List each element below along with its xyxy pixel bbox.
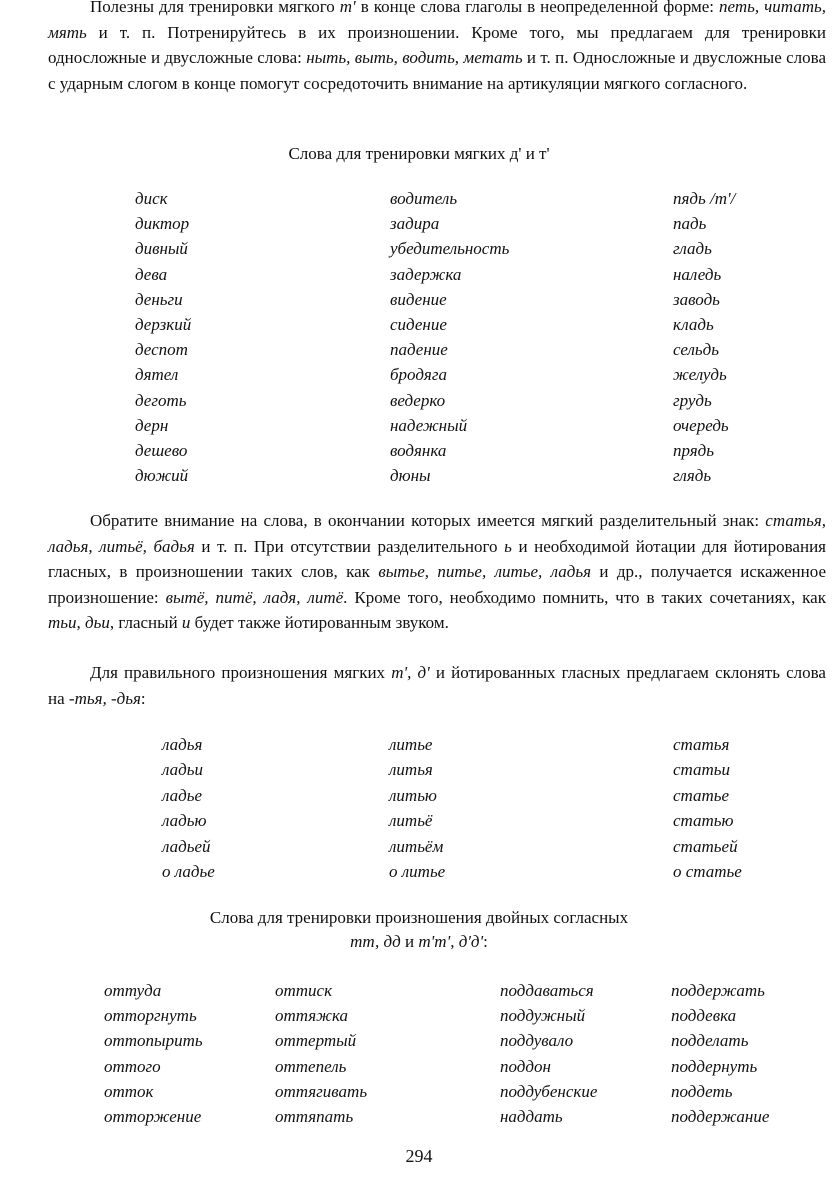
word-list-item: деньги	[135, 289, 183, 309]
paragraph-text: Для правильного произношения мягких	[90, 663, 392, 682]
word-list-item: ладью	[162, 811, 207, 831]
italic-example-text: статья, ладья, литьё, бадья	[48, 511, 826, 556]
word-list-item: статье	[673, 785, 730, 805]
word-list-item: оттягивать	[275, 1081, 368, 1101]
word-list-2-column-2	[389, 732, 445, 884]
paragraph-text: и т. п. При отсутствии разделительного	[194, 536, 505, 556]
word-list-item: наддать	[500, 1106, 563, 1126]
word-list-item: дюны	[390, 466, 431, 486]
paragraph-declension	[48, 660, 826, 711]
paragraph-text: Полезны для тренировки мягкого	[90, 0, 340, 16]
paragraph-text: в конце слова глаголы в неопределенной форме:	[355, 0, 720, 16]
word-list-2-column-3	[673, 732, 742, 884]
word-list-item: ладья	[162, 735, 203, 754]
paragraph-text: и т. п. Потренируйтесь в их произношении. Кроме того, мы предлагаем для тренировки односложные и двусложные слова:	[48, 22, 826, 67]
word-list-item: дюжий	[135, 466, 189, 486]
word-list-3-column-3	[500, 978, 597, 1129]
word-list-item: поддувало	[500, 1031, 574, 1051]
word-list-item: поддержать	[671, 981, 765, 1000]
word-list-item: диск	[135, 189, 168, 208]
word-list-1-column-2	[390, 186, 509, 488]
word-list-item: оттяпать	[275, 1106, 354, 1126]
word-list-item: отторгнуть	[104, 1006, 197, 1026]
word-list-item: ведерко	[390, 390, 446, 410]
word-list-item: о статье	[673, 861, 742, 881]
word-list-item: сельдь	[673, 340, 719, 360]
word-list-item: о ладье	[162, 861, 215, 881]
heading-colon: :	[483, 932, 488, 951]
word-list-item: бродяга	[390, 365, 447, 385]
word-list-item: литью	[389, 785, 437, 805]
page-number: 294	[405, 1146, 433, 1166]
word-list-item: поддеть	[671, 1081, 733, 1101]
word-list-item: оттепель	[275, 1056, 347, 1076]
word-list-3-column-2	[275, 978, 367, 1129]
heading-consonants-hard: тт, дд	[350, 932, 401, 951]
paragraph-text: . Кроме того, необходимо помнить, что в таких сочетаниях, как	[343, 587, 826, 607]
word-list-item: дерн	[135, 415, 169, 435]
word-list-item: о литье	[389, 861, 446, 881]
word-list-item: сидение	[390, 314, 447, 334]
paragraph-text: и т. п. Односложные и двусложные слова с ударным слогом в конце помогут сосредоточить внимание на артикуляции мягкого согласного.	[48, 48, 826, 93]
word-list-item: водитель	[390, 189, 458, 208]
italic-example-text: ь	[504, 536, 512, 556]
word-list-item: ладьи	[162, 760, 203, 780]
paragraph-text: и йотированных гласных предлагаем склонять слова на	[48, 663, 826, 708]
word-list-item: дерзкий	[135, 314, 192, 334]
section-heading-double-consonants	[0, 906, 838, 954]
word-list-item: поддубенские	[500, 1081, 598, 1101]
word-list-item: надежный	[390, 415, 468, 435]
paragraph-text: , гласный	[109, 613, 182, 632]
word-list-item: прядь	[673, 440, 715, 460]
heading-conjunction: и	[400, 932, 419, 951]
section-heading-soft-d-t	[0, 142, 838, 166]
word-list-item: заводь	[673, 289, 720, 309]
word-list-item: видение	[390, 289, 447, 309]
italic-example-text: вытье, питье, литье, ладья	[378, 562, 592, 581]
word-list-item: поддернуть	[671, 1056, 758, 1076]
italic-example-text: вытё, питё, ладя, литё	[165, 587, 344, 607]
word-list-item: деготь	[135, 390, 187, 410]
word-list-item: подделать	[671, 1031, 749, 1051]
word-list-item: диктор	[135, 214, 190, 234]
word-list-item: дева	[135, 264, 168, 284]
word-list-3-column-1	[104, 978, 203, 1129]
italic-example-text: т', д'	[391, 663, 430, 682]
word-list-item: статьи	[673, 760, 731, 780]
word-list-item: пядь /т'/	[673, 189, 736, 208]
word-list-item: оттопырить	[104, 1031, 203, 1051]
paragraph-text: и необходимой йотации для йотирования гласных, в произношении таких слов, как	[48, 536, 826, 581]
section-heading-text: Слова для тренировки мягких д' и т'	[288, 144, 550, 163]
word-list-item: статья	[673, 735, 730, 754]
word-list-1-column-3	[673, 186, 735, 488]
word-list-item: отток	[104, 1081, 154, 1101]
word-list-item: задержка	[390, 264, 462, 284]
word-list-item: дивный	[135, 239, 188, 259]
italic-example-text: тьи, дьи	[48, 613, 110, 632]
heading-consonants-soft: т'т', д'д'	[418, 932, 484, 951]
word-list-item: глядь	[673, 466, 712, 486]
italic-example-text: -тья, -дья	[68, 688, 141, 708]
word-list-item: ладьей	[162, 836, 211, 856]
italic-example-text: т'	[339, 0, 356, 16]
word-list-item: поддевка	[671, 1006, 737, 1026]
word-list-item: оттертый	[275, 1031, 357, 1051]
word-list-item: падение	[390, 340, 448, 360]
word-list-item: дятел	[135, 365, 179, 385]
word-list-item: грудь	[673, 390, 712, 410]
word-list-item: литья	[389, 760, 433, 780]
word-list-item: оттяжка	[275, 1006, 349, 1026]
word-list-item: деспот	[135, 340, 188, 360]
italic-example-text: и	[181, 613, 191, 632]
word-list-2-column-1	[162, 732, 215, 884]
word-list-item: наледь	[673, 264, 722, 284]
paragraph-text: Обратите внимание на слова, в окончании которых имеется мягкий разделительный знак:	[90, 511, 766, 530]
word-list-item: статью	[673, 811, 734, 831]
paragraph-text: будет также йотированным звуком.	[190, 613, 449, 632]
word-list-item: гладь	[673, 239, 712, 259]
intro-paragraph	[48, 0, 826, 96]
word-list-item: дешево	[135, 440, 188, 460]
word-list-item: литьё	[389, 811, 433, 831]
italic-example-text: петь, читать, мять	[48, 0, 826, 42]
paragraph-text: и др., получается искаженное произношение:	[48, 562, 826, 607]
word-list-1-column-1	[135, 186, 191, 488]
word-list-item: поддержание	[671, 1106, 770, 1126]
word-list-item: желудь	[673, 365, 727, 385]
section-heading-line1: Слова для тренировки произношения двойных согласных	[209, 908, 629, 927]
word-list-item: оттуда	[104, 981, 162, 1000]
word-list-item: литье	[389, 735, 433, 754]
word-list-item: убедительность	[390, 239, 510, 259]
word-list-item: падь	[673, 214, 707, 234]
word-list-item: оттого	[104, 1056, 161, 1076]
paragraph-separator-sign	[48, 508, 826, 636]
word-list-item: поддаваться	[500, 981, 594, 1000]
word-list-item: поддон	[500, 1056, 551, 1076]
word-list-item: очередь	[673, 415, 729, 435]
word-list-item: кладь	[673, 314, 714, 334]
word-list-item: отторжение	[104, 1106, 202, 1126]
italic-example-text: ныть, выть, водить, метать	[306, 48, 523, 67]
word-list-item: литьём	[389, 836, 444, 856]
word-list-item: статьей	[673, 836, 738, 856]
word-list-item: ладье	[162, 785, 203, 805]
word-list-item: оттиск	[275, 981, 333, 1000]
word-list-item: водянка	[390, 440, 447, 460]
word-list-3-column-4	[671, 978, 769, 1129]
word-list-item: поддужный	[500, 1006, 586, 1026]
paragraph-text: :	[140, 688, 146, 708]
word-list-item: задира	[390, 214, 440, 234]
